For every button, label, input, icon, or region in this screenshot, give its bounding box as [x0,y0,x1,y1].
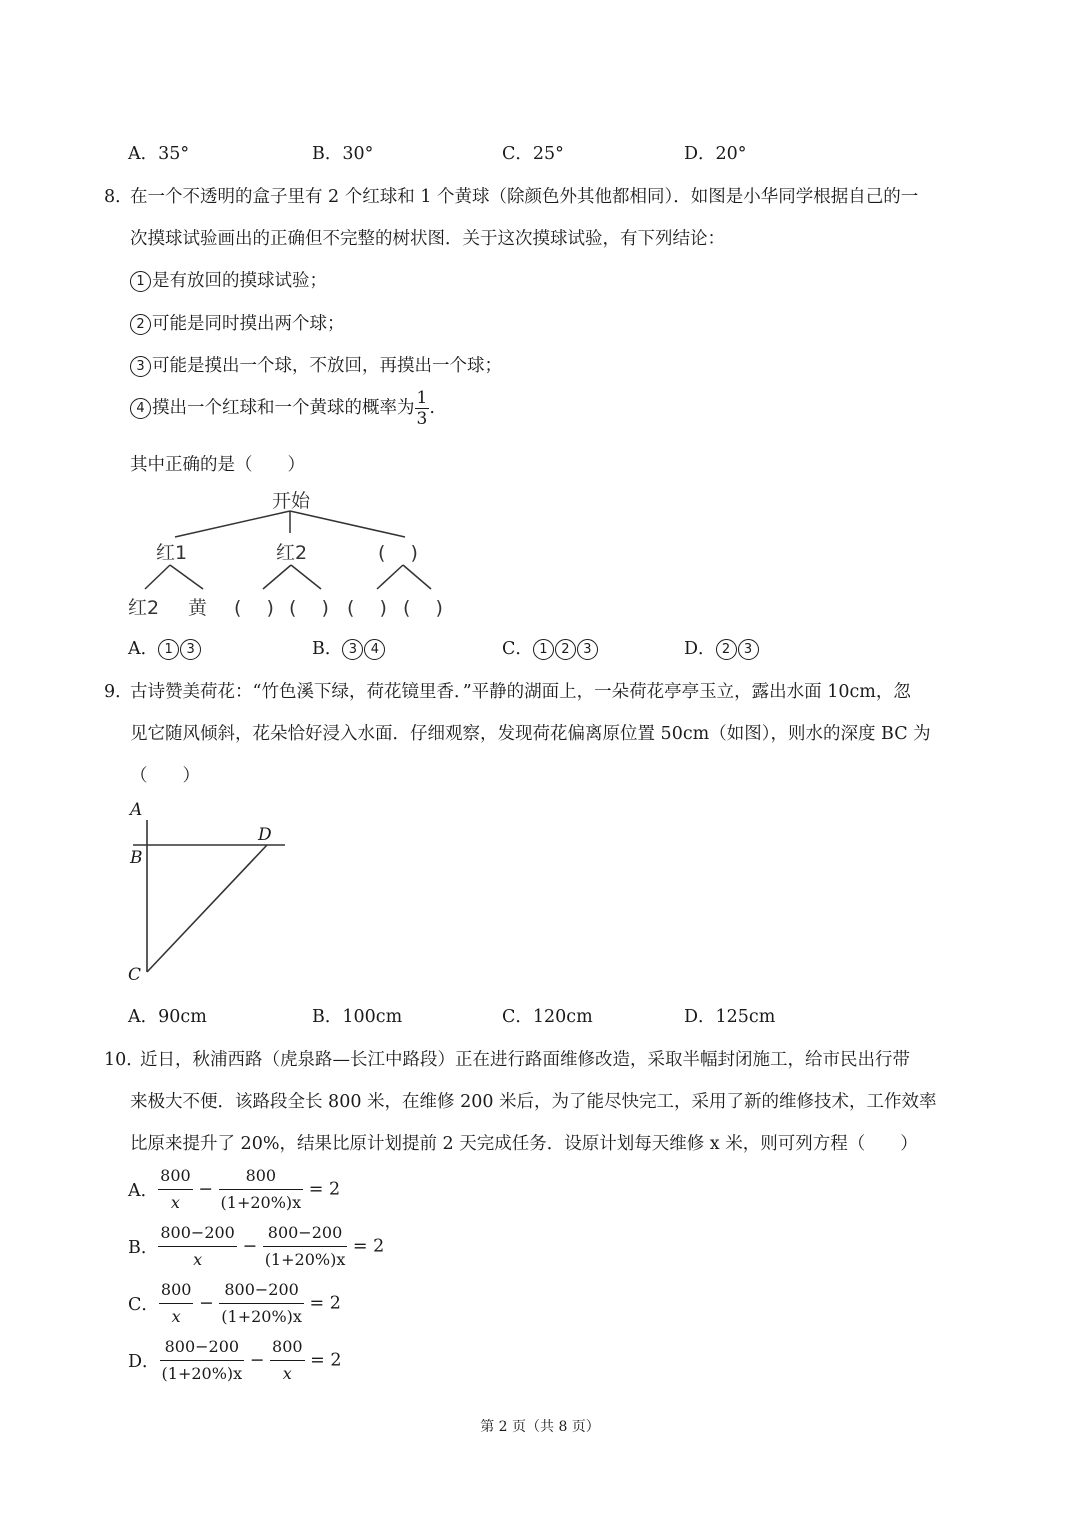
equation-rhs: = 2 [309,1293,341,1314]
fraction-numerator: 800−200 [263,1220,348,1247]
q9-point-c-label: C [128,965,142,985]
q8-option-a [128,635,202,660]
q9-stem-line1: 古诗赞美荷花：“竹色溪下绿，荷花镜里香．”平静的湖面上，一朵荷花亭亭玉立，露出水面 10cm，忽 [130,682,911,702]
tree-level1-label: 红1 [156,542,188,564]
q9-option-a: A．90cm [128,1007,207,1027]
tree-root-label: 开始 [272,490,311,512]
q8-statement-1 [130,267,327,292]
q8-option-d-label: D． [684,639,716,659]
q9-number: 9． [104,682,133,702]
fraction-numerator: 800 [219,1163,304,1190]
tree-level1-label: 红2 [276,542,308,564]
fraction-denominator: x [193,1250,203,1269]
fraction-denominator: 3 [416,409,428,429]
fraction-denominator: (1+20%)x [221,1307,302,1326]
fraction-denominator: x [170,1193,180,1212]
circled-number-icon: 1 [533,639,554,660]
q9-point-b-label: B [130,848,143,868]
q8-statement-2 [130,310,345,335]
q8-statement-3-text: 可能是摸出一个球，不放回，再摸出一个球； [152,356,502,376]
fraction [159,1277,194,1330]
circled-number-icon: 3 [577,639,598,660]
q7-option-a: A．35° [128,144,190,164]
circled-number-icon: 3 [342,639,363,660]
q8-stem-line1: 在一个不透明的盒子里有 2 个红球和 1 个黄球（除颜色外其他都相同）．如图是小华同学根据自己的一 [130,187,919,207]
minus-sign: − [199,1293,214,1314]
tree-level2-label: 黄 [188,597,208,619]
q8-stem-line2: 次摸球试验画出的正确但不完整的树状图．关于这次摸球试验，有下列结论： [130,229,725,249]
fraction [219,1277,304,1330]
q10-stem-line3: 比原来提升了 20%，结果比原计划提前 2 天完成任务．设原计划每天维修 x 米，则可列方程（ ） [130,1134,918,1154]
circled-number-icon: 1 [158,639,179,660]
fraction-numerator: 800−200 [160,1334,245,1361]
circled-number-icon: 3 [180,639,201,660]
fraction-denominator: (1+20%)x [220,1193,302,1212]
minus-sign: − [249,1350,265,1371]
fraction [160,1334,245,1387]
q8-option-b [312,635,386,660]
circled-number-icon: 4 [364,639,385,660]
q8-option-c [502,635,599,660]
q9-stem-line2: 见它随风倾斜，花朵恰好浸入水面．仔细观察，发现荷花偏离原位置 50cm（如图），则水的深度 BC 为 [130,724,931,744]
fraction [219,1163,304,1216]
q10-option-c [128,1277,341,1330]
fraction-denominator: x [171,1307,181,1326]
tree-level2-label: ( ) [234,597,274,619]
q8-option-b-label: B． [312,639,343,659]
q8-option-c-label: C． [502,639,533,659]
q10-number: 10． [104,1050,144,1070]
fraction-numerator: 800 [158,1163,193,1190]
fraction-denominator: (1+20%)x [161,1364,243,1383]
q8-statement-1-text: 是有放回的摸球试验； [152,271,327,291]
circled-number-icon: 2 [555,639,576,660]
circled-number-icon: 4 [130,398,151,419]
fraction [158,1220,236,1273]
fraction [158,1163,193,1216]
tree-level2-label: ( ) [403,597,443,619]
q10-option-d [128,1334,342,1387]
fraction-numerator: 1 [416,388,428,408]
option-label: A． [128,1181,159,1201]
q9-option-c: C．120cm [502,1007,593,1027]
circled-number-icon: 3 [738,639,759,660]
tree-level1-label: ( ) [378,542,418,564]
q9-point-a-label: A [130,800,143,820]
fraction-denominator: (1+20%)x [264,1250,346,1269]
q8-statement-2-text: 可能是同时摸出两个球； [152,314,345,334]
option-label: B． [128,1238,159,1258]
equation-rhs: = 2 [310,1350,342,1371]
fraction [270,1334,305,1387]
q9-option-d: D．125cm [684,1007,776,1027]
q9-stem-line3: （ ） [130,766,200,786]
fraction-denominator: x [282,1364,292,1383]
q8-question: 其中正确的是（ ） [130,455,305,475]
q10-option-b [128,1220,384,1273]
fraction-numerator: 800−200 [219,1277,304,1304]
q8-statement-4 [130,388,435,429]
option-label: D． [128,1352,160,1372]
fraction-numerator: 800 [270,1334,305,1361]
q9-option-b: B．100cm [312,1007,403,1027]
tree-level2-label: 红2 [128,597,160,619]
q8-fraction [415,388,430,429]
q10-stem-line2: 来极大不便．该路段全长 800 米，在维修 200 米后，为了能尽快完工，采用了新的维修技术，工作效率 [130,1092,937,1112]
circled-number-icon: 2 [130,314,151,335]
circled-number-icon: 3 [130,356,151,377]
minus-sign: − [198,1179,213,1200]
page-footer: 第 2 页（共 8 页） [480,1419,600,1435]
q10-stem-line1: 近日，秋浦西路（虎泉路—长江中路段）正在进行路面维修改造，采取半幅封闭施工，给市民出行带 [140,1050,910,1070]
equation-rhs: = 2 [352,1236,385,1257]
q7-option-d: D．20° [684,144,747,164]
fraction-numerator: 800−200 [158,1220,236,1247]
q8-option-a-label: A． [128,639,159,659]
q9-point-d-label: D [258,825,272,845]
tree-level2-label: ( ) [289,597,329,619]
fraction [263,1220,348,1273]
q7-option-b: B．30° [312,144,374,164]
fraction-numerator: 800 [159,1277,194,1304]
q8-number: 8． [104,187,133,207]
q7-option-c: C．25° [502,144,564,164]
minus-sign: − [242,1236,258,1257]
option-label: C． [128,1295,159,1315]
q8-option-d [684,635,760,660]
equation-rhs: = 2 [308,1179,341,1200]
q10-option-a [128,1163,340,1216]
circled-number-icon: 1 [130,271,151,292]
circled-number-icon: 2 [716,639,737,660]
tree-level2-label: ( ) [347,597,387,619]
q8-statement-4-end: . [429,398,435,418]
q8-statement-3 [130,352,502,377]
q8-statement-4-text: 摸出一个红球和一个黄球的概率为 [152,398,415,418]
